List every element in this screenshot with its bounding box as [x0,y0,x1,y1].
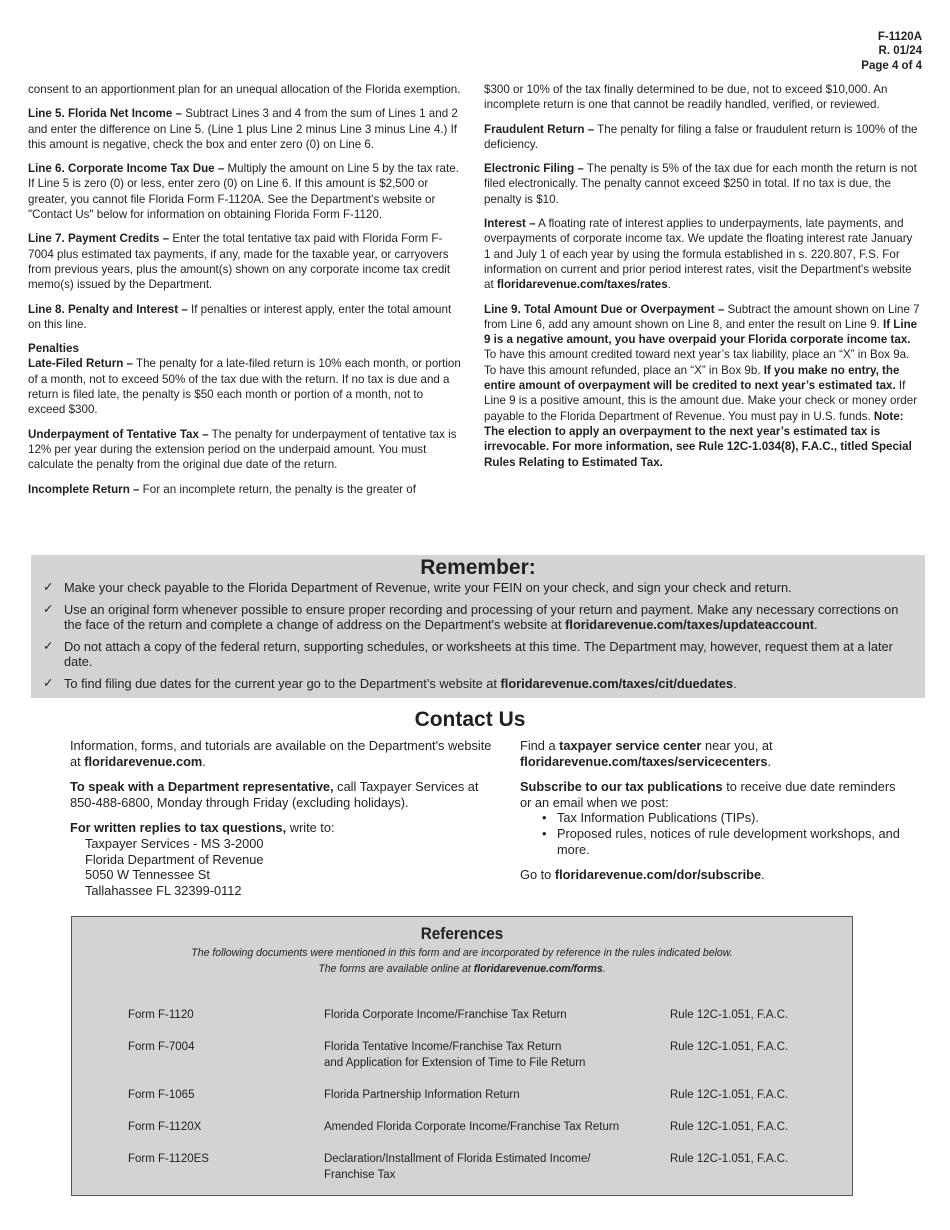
references-box [71,916,853,1196]
service-center-info [520,738,900,769]
subscribe-link[interactable]: floridarevenue.com/dor/subscribe [554,867,762,883]
fraudulent-label: Fraudulent Return – [484,122,595,136]
underpayment-penalty [28,427,461,473]
check-icon: ✓ [43,638,54,653]
subscribe-item-text: Tax Information Publications (TIPs). [557,810,759,826]
remember-item [43,602,919,633]
reference-form: Form F-1120ES [128,1153,209,1165]
contact-written [70,820,500,836]
intro2-pre: The forms are available online at [318,963,474,975]
address-line: 5050 W Tennessee St [85,867,210,883]
reference-title [324,1087,670,1103]
check-icon: ✓ [43,601,54,616]
references-intro-line1: The following documents were mentioned in this form and are incorporated by reference in the rules indicated below. [191,947,733,959]
reference-title-line1: Amended Florida Corporate Income/Franchise Tax Return [324,1121,620,1133]
reference-row [128,1087,828,1103]
electronic-text: The penalty is 5% of the tax due for each month the return is not filed electronically. The penalty cannot exceed $250 in total. If no tax is due, the penalty is $10. [484,162,917,206]
contact-right-column [520,738,900,893]
remember-item [43,580,919,596]
form-header [861,30,922,73]
line8-instruction [28,302,461,333]
remember-item-end: . [733,675,737,691]
reference-form: Form F-1065 [128,1089,195,1101]
line7-instruction [28,231,461,292]
contact-phone-text: call Taxpayer Services at 850-488-6800, Monday through Friday (excluding holidays). [70,779,479,810]
remember-title: Remember: [420,556,536,579]
reference-title [324,1151,670,1183]
address-line: Florida Department of Revenue [85,851,264,867]
reference-rule: Rule 12C-1.051, F.A.C. [670,1153,789,1165]
form-number: F-1120A [877,31,922,43]
subscribe-list [520,810,900,857]
late-filed-text: The penalty for a late-filed return is 10% each month, or portion of a month, not to exceed 50% of the tax due with the return. If no tax is due and a return is filed late, the penalty is $50 each month or portion of a month, not to exceed $300. [28,357,461,417]
remember-item-text: Make your check payable to the Florida Department of Revenue, write your FEIN on your check, and sign your check and return. [64,580,792,595]
line9-instruction [484,302,920,470]
electronic-filing-penalty [484,161,920,207]
contact-written-text: write to: [286,820,335,836]
subscribe-item [542,826,900,857]
incomplete-text: For an incomplete return, the penalty is the greater of [139,482,416,496]
line5-text: Subtract Lines 3 and 4 from the sum of Lines 1 and 2 and enter the difference on Line 5. (Line 1 plus Line 2 minus Line 3 minus Line 4.) If this amount is negative, check the box and enter zero (0) on Line 6. [28,107,458,151]
mailing-address [70,836,500,898]
interest-rates-link[interactable]: floridarevenue.com/taxes/rates [496,278,668,292]
contact-phone-label: To speak with a Department representative, [70,779,334,795]
line6-text: Multiply the amount on Line 5 by the tax rate. If Line 5 is zero (0) or less, enter zero (0) on Line 6. If this amount is $2,500 or greater, you cannot file Florida Form F-1120A. See the Department's website or "Contact Us" below for information on obtaining Florida Form F-1120. [28,162,459,222]
line9-text-3: If Line 9 is a positive amount, this is the amount due. Make your check or money order payable to the Florida Department of Revenue. You must pay in U.S. funds. [484,379,918,423]
find-pre: Find a [520,738,560,753]
form-revision: R. 01/24 [878,45,922,58]
reference-rule: Rule 12C-1.051, F.A.C. [670,1009,789,1021]
remember-item-end: . [814,617,818,633]
line6-label: Line 6. Corporate Income Tax Due – [28,162,225,176]
bullet-icon: • [542,825,547,841]
incomplete-penalty [28,482,461,497]
line9-bold-3: Note: The election to apply an overpayment to the next year’s estimated tax is irrevocable. For more information, see Rule 12C-1.034(8), F.A.C., titled Special Rules Relating to Estimated Tax. [484,409,912,469]
instructions-left-column [28,82,461,506]
reference-title-line2: and Application for Extension of Time to File Return [324,1057,586,1069]
reference-form: Form F-1120 [128,1009,194,1021]
continued-text: consent to an apportionment plan for an unequal allocation of the Florida exemption. [28,83,461,96]
line9-text-2: To have this amount credited toward next year’s tax liability, place an “X” in Box 9a. To have this amount refunded, place an “X” in Box 9b. [484,348,910,377]
line5-instruction [28,106,461,152]
line8-text: If penalties or interest apply, enter the total amount on this line. [28,302,452,331]
remember-box [31,555,925,698]
contact-info [70,738,500,769]
remember-item-text: To find filing due dates for the current year go to the Department’s website at [64,675,501,691]
reference-row [128,1039,828,1071]
forms-link[interactable]: floridarevenue.com/forms [473,963,603,975]
references-intro-line2 [99,961,824,977]
reference-title-line1: Florida Corporate Income/Franchise Tax Return [324,1009,567,1021]
line6-instruction [28,161,461,222]
service-centers-link[interactable]: floridarevenue.com/taxes/servicecenters [520,753,768,769]
reference-title [324,1039,670,1071]
line9-bold-1: If Line 9 is a negative amount, you have overpaid your Florida corporate income tax. [484,317,918,347]
find-post: near you, at [701,738,773,753]
contact-left-column [70,738,500,898]
interest-end: . [667,278,671,292]
electronic-label: Electronic Filing – [484,162,584,176]
reference-rule: Rule 12C-1.051, F.A.C. [670,1089,789,1101]
remember-item [43,639,919,670]
find-end: . [767,753,772,769]
line8-label: Line 8. Penalty and Interest – [28,302,188,316]
fraudulent-text: The penalty for filing a false or fraudulent return is 100% of the deficiency. [484,122,918,151]
reference-title-line1: Declaration/Installment of Florida Estimated Income/ [324,1153,591,1165]
contact-info-end: . [202,753,206,769]
subscribe-info [520,779,900,810]
goto-pre: Go to [520,867,555,883]
line9-label: Line 9. Total Amount Due or Overpayment – [484,302,725,316]
subscribe-bold: Subscribe to our tax publications [520,779,723,795]
fraudulent-penalty [484,122,920,153]
references-table [128,1007,828,1199]
remember-item-text: Do not attach a copy of the federal return, supporting schedules, or worksheets at this time. The Department may, however, request them at a later date. [64,638,893,670]
reference-row [128,1151,828,1183]
subscribe-goto [520,867,900,883]
reference-form: Form F-1120X [128,1121,202,1133]
reference-rule: Rule 12C-1.051, F.A.C. [670,1121,789,1133]
bullet-icon: • [542,810,547,826]
instructions-right-column [484,82,920,479]
remember-item [43,676,919,692]
goto-end: . [761,867,765,883]
interest-instruction [484,216,920,292]
reference-title-line1: Florida Partnership Information Return [324,1089,520,1101]
website-link[interactable]: floridarevenue.com [84,753,203,769]
check-icon: ✓ [43,675,54,690]
line9-bold-2: If you make no entry, the entire amount of overpayment will be credited to next year’s estimated tax. [484,363,900,393]
contact-written-label: For written replies to tax questions, [70,820,287,836]
reference-title-line1: Florida Tentative Income/Franchise Tax Return [324,1041,562,1053]
reference-row [128,1119,828,1135]
continued-text-right: $300 or 10% of the tax finally determined to be due, not to exceed $10,000. An incomplete return is one that cannot be readily handled, verified, or reviewed. [484,83,888,112]
underpayment-text: The penalty for underpayment of tentative tax is 12% per year during the extension period on the underpaid amount. You must calculate the penalty from the original due date of the return. [28,427,457,472]
late-filed-penalty [28,341,461,417]
intro2-end: . [602,963,606,975]
subscribe-text: to receive due date reminders or an email when we post: [520,779,896,810]
find-bold: taxpayer service center [559,738,702,753]
line7-label: Line 7. Payment Credits – [28,232,170,246]
reference-form: Form F-7004 [128,1041,195,1053]
line7-text: Enter the total tentative tax paid with Florida Form F-7004 plus estimated tax payments, if any, made for the taxable year, or carryovers from previous years, plus the amount(s) shown on any corporate income tax credit memo(s) issued by the Department. [28,232,451,292]
interest-label: Interest – [484,217,536,231]
remember-list [31,580,925,692]
references-intro [99,945,824,977]
line9-text-1: Subtract the amount shown on Line 7 from Line 6, add any amount shown on Line 8, and enter the result on Line 9. [484,302,920,331]
reference-title-line2: Franchise Tax [324,1169,396,1181]
late-filed-label: Late-Filed Return – [28,357,134,371]
reference-title [324,1119,670,1135]
contact-title: Contact Us [414,708,526,731]
page-number: Page 4 of 4 [861,59,922,72]
check-icon: ✓ [43,580,54,594]
contact-phone [70,779,500,810]
update-account-link[interactable]: floridarevenue.com/taxes/updateaccount [565,617,815,633]
address-line: Tallahassee FL 32399-0112 [85,882,242,898]
interest-text: A floating rate of interest applies to underpayments, late payments, and overpayments of corporate income tax. We update the floating interest rate January 1 and July 1 of each year by using the formula established in s. 220.807, F.S. For information on current and prior period interest rates, visit the Department's website at [484,217,913,292]
penalties-heading: Penalties [28,342,79,356]
underpayment-label: Underpayment of Tentative Tax – [28,427,209,441]
address-line: Taxpayer Services - MS 3-2000 [85,835,264,851]
reference-title [324,1007,670,1023]
contact-info-text: Information, forms, and tutorials are available on the Department's website at [70,738,492,769]
line5-label: Line 5. Florida Net Income – [28,107,182,121]
incomplete-label: Incomplete Return – [28,482,140,496]
subscribe-item-text: Proposed rules, notices of rule development workshops, and more. [557,825,900,857]
reference-row [128,1007,828,1023]
subscribe-item [542,810,900,826]
references-title: References [420,924,504,943]
reference-rule: Rule 12C-1.051, F.A.C. [670,1041,789,1053]
remember-item-text: Use an original form whenever possible to ensure proper recording and processing of your return and payment. Make any necessary corrections on the face of the return and complete a change of address on the Department's website at [64,601,899,633]
due-dates-link[interactable]: floridarevenue.com/taxes/cit/duedates [500,675,734,691]
